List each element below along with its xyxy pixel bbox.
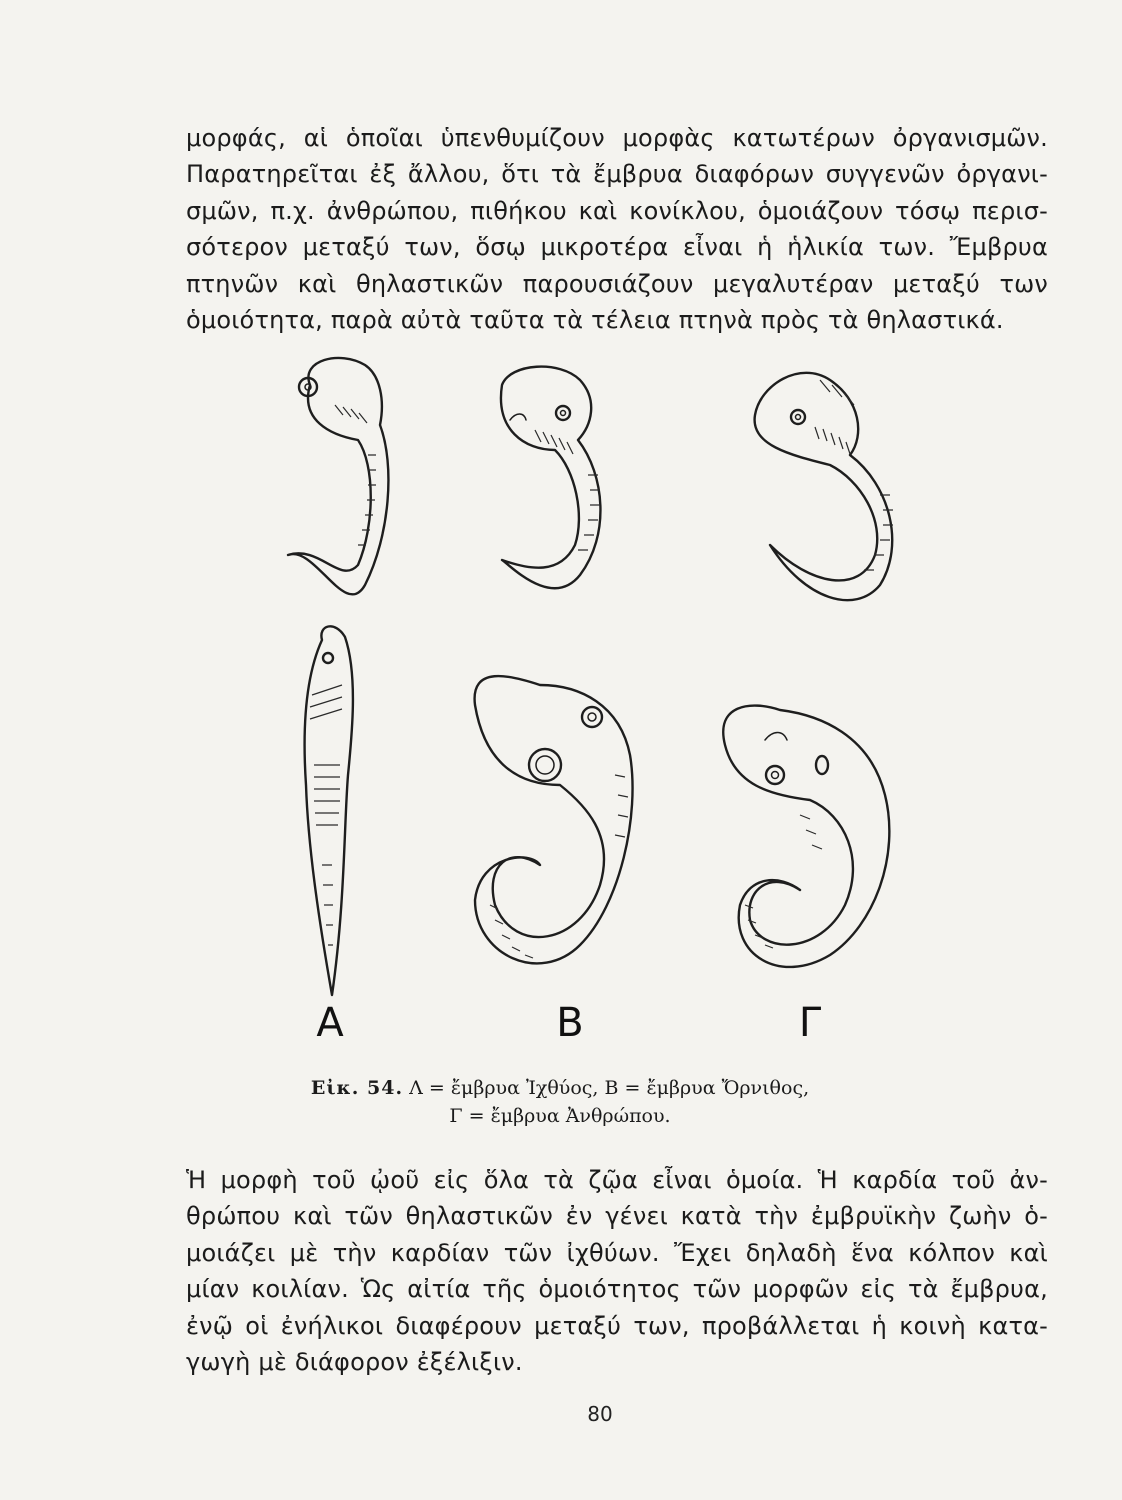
embryo-fish-late (305, 626, 353, 995)
paragraph-bottom (186, 1162, 1048, 1380)
text-line: πτηνῶν καὶ θηλαστικῶν παρουσιάζουν μεγαλυτέραν μεταξύ των (186, 269, 1048, 298)
text-line: ἐνῷ οἱ ἐνήλικοι διαφέρουν μεταξύ των, προβάλλεται ἡ κοινὴ κατα- (186, 1311, 1048, 1340)
embryo-illustrations (240, 345, 920, 1055)
caption-text-1: Λ = ἔμβρυα Ἰχθύος, Β = ἔμβρυα Ὄρνιθος, (409, 1077, 810, 1099)
caption-line-1 (180, 1074, 940, 1102)
text-line: μοιάζει μὲ τὴν καρδίαν τῶν ἰχθύων. Ἔχει δηλαδὴ ἕνα κόλπον καὶ (186, 1238, 1048, 1267)
text-line: γωγὴ μὲ διάφορον ἐξέλιξιν. (186, 1348, 523, 1377)
embryo-fish-early (288, 358, 388, 594)
text-line: σότερον μεταξύ των, ὅσῳ μικροτέρα εἶναι ἡ ἡλικία των. Ἔμβρυα (186, 233, 1048, 262)
text-line: Παρατηρεῖται ἐξ ἄλλου, ὅτι τὰ ἔμβρυα διαφόρων συγγενῶν ὀργανι- (186, 160, 1048, 189)
figure-label-a: Α (316, 1000, 344, 1046)
text-line: μίαν κοιλίαν. Ὡς αἰτία τῆς ὁμοιότητος τῶν μορφῶν εἰς τὰ ἔμβρυα, (186, 1275, 1048, 1304)
embryo-bird-late (475, 676, 633, 963)
figure-label-c: Γ (798, 1000, 822, 1046)
text-line: ὁμοιότητα, παρὰ αὐτὰ ταῦτα τὰ τέλεια πτηνὰ πρὸς τὰ θηλαστικά. (186, 306, 1004, 335)
embryo-figure (240, 345, 920, 1055)
text-line: Ἡ μορφὴ τοῦ ᾠοῦ εἰς ὅλα τὰ ζῷα εἶναι ὁμοία. Ἡ καρδία τοῦ ἀν- (186, 1166, 1048, 1194)
caption-line-2: Γ = ἔμβρυα Ἀνθρώπου. (449, 1105, 671, 1127)
paragraph-top (186, 120, 1048, 338)
figure-label-b: Β (556, 1000, 584, 1046)
figure-number: Εἰκ. 54. (310, 1077, 404, 1099)
embryo-bird-early (501, 367, 600, 589)
text-line: μορφάς, αἱ ὁποῖαι ὑπενθυμίζουν μορφὰς κατωτέρων ὀργανισμῶν. (186, 124, 1048, 152)
text-line: θρώπου καὶ τῶν θηλαστικῶν ἐν γένει κατὰ τὴν ἐμβρυϊκὴν ζωὴν ὁ- (186, 1202, 1048, 1231)
embryo-human-late (723, 706, 889, 967)
embryo-human-early (755, 373, 893, 600)
text-line: σμῶν, π.χ. ἀνθρώπου, πιθήκου καὶ κονίκλου, ὁμοιάζουν τόσῳ περισ- (186, 196, 1048, 225)
figure-caption (180, 1074, 940, 1130)
page-number: 80 (587, 1402, 613, 1426)
